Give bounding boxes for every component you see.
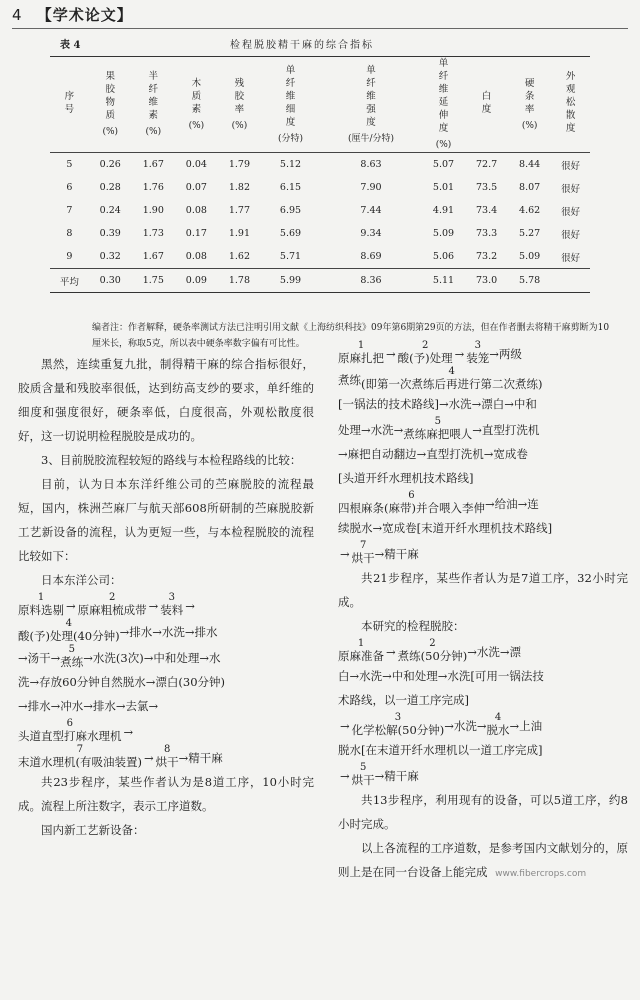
table-cell: 7.90: [360, 182, 382, 193]
table-row: [50, 199, 590, 222]
left-column: [18, 352, 314, 842]
table-cell: 5.06: [432, 251, 455, 262]
flow-step: 3 化学松解(50分钟): [351, 712, 445, 737]
flow-line: 7 末道水理机(有吸油装置) → 8 烘干 →精干麻: [18, 744, 223, 769]
table-cell: 5.12: [279, 159, 302, 170]
flow-step: 6 四根麻条(麻带)并合喂入李伸: [338, 490, 485, 515]
table-cell: 73.2: [475, 251, 498, 262]
table-cell: 0.07: [185, 182, 207, 193]
table-cell: 1.79: [228, 159, 250, 170]
table-cell: 1.75: [132, 269, 175, 293]
table-cell: 8.63: [360, 159, 382, 170]
flow-step: 5 煮练麻把喂人: [403, 416, 473, 441]
flow-line: 煮练 4 (即第一次煮练后再进行第二次煮练): [338, 366, 543, 391]
table-label: 表 4: [60, 40, 81, 51]
flow-step: 1 原麻准备: [338, 638, 384, 663]
flow-line: → 5 烘干 →精干麻: [340, 762, 419, 787]
flow-line: [一锅法的技术路线]→水洗→漂白→中和: [338, 397, 537, 411]
table-cell: 7.44: [360, 205, 382, 216]
indicator-table: [50, 56, 590, 293]
paragraph: 共21步程序，某些作者认为是7道工序，32小时完成。: [338, 571, 628, 609]
table-cell: 1.77: [228, 205, 250, 216]
table-header-cell: 单纤维延伸度 (%): [422, 57, 465, 153]
table-row: [50, 269, 590, 293]
table-header-cell: 外观松散度: [551, 57, 590, 153]
flow-step: 1 原料选剔: [18, 592, 64, 617]
table-cell: 8.36: [320, 269, 422, 293]
table-cell: 很好: [561, 183, 581, 195]
table-cell: 1.67: [142, 251, 164, 262]
table-header-cell: 单纤维细度 (分特): [261, 57, 320, 153]
flow-line: 洗→存放60分钟自然脱水→漂白(30分钟): [18, 675, 226, 689]
table-cell: 0.24: [99, 205, 121, 216]
paragraph: 共23步程序，某些作者认为是8道工序，10小时完成。流程上所注数字，表示工序道数。: [18, 775, 314, 813]
table-cell: 0.08: [185, 205, 207, 216]
paragraph: 共13步程序，利用现有的设备，可以5道工序，约8小时完成。: [338, 793, 628, 831]
table-cell: 5.11: [422, 269, 465, 293]
table-cell: 5: [66, 159, 73, 170]
flow-line: [头道开纤水理机技术路线]: [338, 471, 474, 485]
table-cell: 73.3: [475, 228, 498, 239]
flow-line: → 3 化学松解(50分钟) →水洗→ 4 脱水 →上油: [340, 712, 543, 737]
table-row: [50, 222, 590, 245]
table-cell: 8.07: [519, 182, 541, 193]
table-cell: [551, 269, 590, 293]
page-number: 4: [12, 6, 23, 24]
table-cell: 5.09: [432, 228, 455, 239]
flow-step: 6 头道直型打麻水理机: [18, 718, 122, 743]
table-cell: 1.73: [142, 228, 164, 239]
flow-step: 3 装笼: [466, 340, 490, 365]
table-cell: 很好: [561, 229, 581, 241]
table-cell: 8: [66, 228, 73, 239]
flow-step: 2 原麻粗梳成带: [77, 592, 147, 617]
flow-step: 1 原麻扎把: [338, 340, 384, 365]
table-cell: 0.08: [185, 251, 207, 262]
table-cell: 0.09: [175, 269, 218, 293]
flow-line: →麻把自动翻边→直型打洗机→宽成卷: [338, 447, 528, 461]
table-cell: 很好: [561, 206, 581, 218]
table-cell: 1.78: [218, 269, 261, 293]
table-cell: 72.7: [475, 159, 498, 170]
table-header-cell: 木质素 (%): [175, 57, 218, 153]
flow-line: 脱水[在末道开纤水理机以一道工序完成]: [338, 743, 543, 757]
flow-line: →排水→冲水→排水→去氯→: [18, 699, 159, 713]
table-header-cell: 残胶率 (%): [218, 57, 261, 153]
table-cell: 1.91: [228, 228, 250, 239]
table-cell: 8.44: [519, 159, 541, 170]
table-header-cell: 序号: [50, 57, 89, 153]
flow-line: 续脱水→宽成卷[末道开纤水理机技术路线]: [338, 521, 553, 535]
table-cell: 0.39: [99, 228, 121, 239]
flow-step: 2 煮练(50分钟): [397, 638, 468, 663]
table-cell: 0.26: [99, 159, 121, 170]
flow-step: 7 末道水理机(有吸油装置): [18, 744, 142, 769]
flow-line: 术路线，以一道工序完成]: [338, 693, 469, 707]
table-header-cell: 单纤维强度 (厘牛/分特): [320, 57, 422, 153]
flow-line: 1 原麻准备 → 2 煮练(50分钟) →水洗→漂: [338, 638, 522, 663]
flow-step: 4 脱水: [486, 712, 510, 737]
flow-line: → 7 烘干 →精干麻: [340, 540, 419, 565]
flow-line: 处理→水洗→ 5 煮练麻把喂人 →直型打洗机: [338, 416, 540, 441]
flow-line: 4 酸(予)处理(40分钟) →排水→水洗→排水: [18, 618, 218, 643]
table-cell: 73.4: [475, 205, 498, 216]
flow-line: 1 原料选剔 → 2 原麻粗梳成带 → 3 装料 →: [18, 592, 195, 617]
table-cell: 0.30: [89, 269, 132, 293]
table-header-cell: 果胶物质 (%): [89, 57, 132, 153]
table-cell: 9.34: [360, 228, 382, 239]
paragraph: 黑然，连续重复九批，制得精干麻的综合指标很好，胶质含量和残胶率很低，达到纺高支纱的要求，单纤维的细度和强度很好，硬条率低，白度很高，外观松散度很好，这一切说明检程脱胶是成功的。: [18, 357, 314, 443]
table-cell: 6.95: [279, 205, 302, 216]
table-cell: 1.62: [228, 251, 250, 262]
flow-step: 5 烘干: [351, 762, 375, 787]
table-cell: 5.01: [432, 182, 455, 193]
table-cell: 5.09: [519, 251, 541, 262]
table-header-cell: 半纤维素 (%): [132, 57, 175, 153]
paragraph: 目前，认为日本东洋纤维公司的苎麻脱胶的流程最短，国内，株洲苎麻厂与航天部608所研制的苎麻脱胶新工艺新设备的流程，认为更短一些，与本检程脱胶的流程比较如下：: [18, 477, 314, 563]
table-header-cell: 白度: [465, 57, 508, 153]
table-cell: 6.15: [279, 182, 302, 193]
table-cell: 5.69: [279, 228, 302, 239]
table-title: 检程脱胶精干麻的综合指标: [230, 40, 374, 51]
watermark: www.fibercrops.com: [495, 869, 587, 879]
flow-line: 1 原麻扎把 → 2 酸(予)处理 → 3 装笼 →两级: [338, 340, 522, 365]
paragraph: 以上各流程的工序道数，是参考国内文献划分的，原则上是在同一台设备上能完成 www.fibercrops.com: [338, 841, 628, 879]
right-column: [338, 340, 628, 886]
journal-header: [12, 4, 133, 25]
table-cell: 5.27: [519, 228, 541, 239]
table-cell: 0.32: [99, 251, 121, 262]
flow-step: 3 装料: [160, 592, 184, 617]
table-body: [50, 153, 590, 293]
table-cell: 5.78: [508, 269, 551, 293]
flow-line: →汤干→ 5 煮练 →水洗(3次)→中和处理→水: [18, 644, 221, 669]
flow-step: 4 (即第一次煮练后再进行第二次煮练): [361, 366, 543, 391]
table-cell: 5.71: [279, 251, 302, 262]
flow-line: 6 头道直型打麻水理机 →: [18, 718, 134, 743]
table-cell: 1.67: [142, 159, 164, 170]
table-row: [50, 153, 590, 177]
flow-step: 2 酸(予)处理: [397, 340, 453, 365]
table-cell: 很好: [561, 160, 581, 172]
table-cell: 73.0: [465, 269, 508, 293]
flow-step: 5 煮练: [60, 644, 84, 669]
paragraph: 国内新工艺新设备：: [41, 823, 145, 837]
table-cell: 1.76: [142, 182, 164, 193]
flow-line: 白→水洗→中和处理→水洗[可用一锅法技: [338, 669, 544, 683]
editor-note: 编者注：作者解释，硬条率测试方法已注明引用文献《上海纺织科技》09年第6期第29页的方法，但在作者删去将精干麻剪断为10厘米长，称取5克，所以表中硬条率数字偏有可比性。: [92, 323, 610, 349]
table-cell: 0.17: [185, 228, 207, 239]
paragraph: 3、目前脱胶流程较短的路线与本检程路线的比较：: [41, 453, 302, 467]
table-cell: 7: [66, 205, 73, 216]
table-header-cell: 硬条率 (%): [508, 57, 551, 153]
table-cell: 1.82: [228, 182, 250, 193]
table-row: [50, 176, 590, 199]
table-cell: 0.04: [185, 159, 207, 170]
paragraph: 本研究的检程脱胶：: [361, 619, 465, 633]
header-rule: [12, 28, 628, 29]
table-cell: 9: [66, 251, 73, 262]
table-cell: 4.62: [519, 205, 541, 216]
table-cell: 平均: [50, 269, 89, 293]
flow-step: 4 酸(予)处理(40分钟): [18, 618, 120, 643]
flow-step: 8 烘干: [155, 744, 179, 769]
flow-step: 7 烘干: [351, 540, 375, 565]
table-cell: 5.99: [261, 269, 320, 293]
table-cell: 4.91: [432, 205, 455, 216]
table-header-row: [50, 57, 590, 153]
table-cell: 73.5: [475, 182, 498, 193]
flow-line: 6 四根麻条(麻带)并合喂入李伸 →给油→连: [338, 490, 539, 515]
table-cell: 0.28: [99, 182, 121, 193]
table-cell: 1.90: [142, 205, 164, 216]
table-cell: 5.07: [432, 159, 455, 170]
table-cell: 很好: [561, 252, 581, 264]
paragraph: 日本东洋公司：: [41, 573, 122, 587]
table-cell: 6: [66, 182, 73, 193]
table-cell: 8.69: [360, 251, 382, 262]
section-label: 【学术论文】: [36, 6, 133, 24]
table-row: [50, 245, 590, 269]
